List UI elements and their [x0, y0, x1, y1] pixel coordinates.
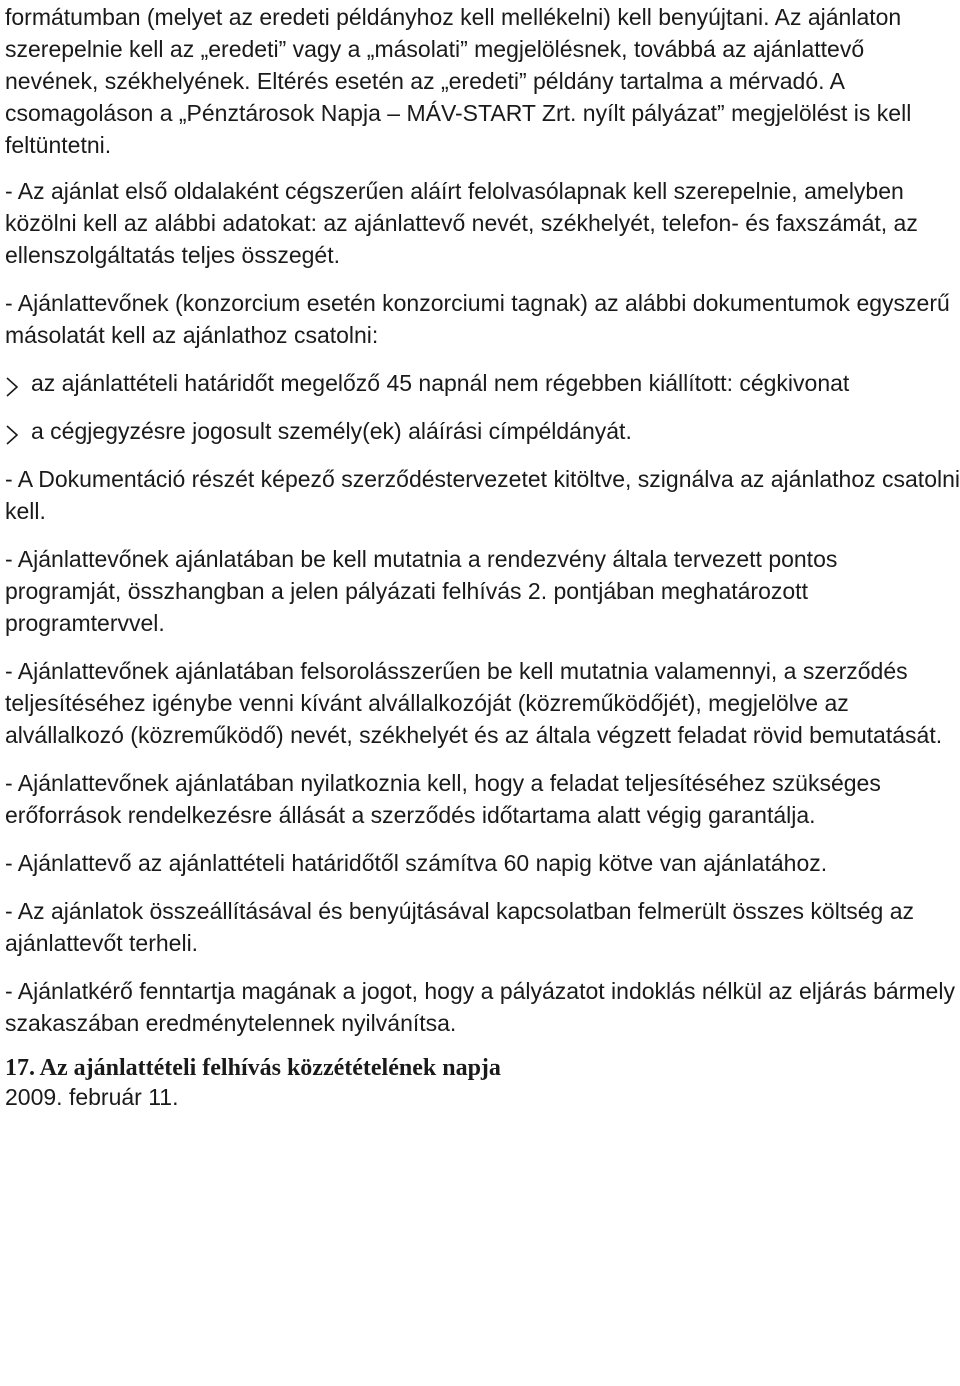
paragraph-cover-sheet: - Az ajánlat első oldalaként cégszerűen aláírt felolvasólapnak kell szerepelnie, amelyben közölni kell az alábbi adatokat: az ajánlattevő nevét, székhelyét, telefon- és faxszámát, az ellenszolgáltatás teljes összegét. [5, 178, 918, 268]
document-page [5, 0, 960, 1111]
paragraph-resources: - Ajánlattevőnek ajánlatában nyilatkoznia kell, hogy a feladat teljesítéséhez szükséges erőforrások rendelkezésre állását a szerződés időtartama alatt végig garantálja. [5, 770, 881, 828]
paragraph-validity: - Ajánlattevő az ajánlattételi határidőtől számítva 60 napig kötve van ajánlatához. [5, 850, 828, 876]
paragraph-rights: - Ajánlatkérő fenntartja magának a jogot, hogy a pályázatot indoklás nélkül az eljárás bármely szakaszában eredménytelennek nyilvánítsa. [5, 978, 955, 1036]
list-item-label: az ajánlattételi határidőt megelőző 45 napnál nem régebben kiállított: cégkivonat [31, 370, 850, 396]
publication-date: 2009. február 11. [5, 1084, 179, 1110]
paragraph-contract-draft: - A Dokumentáció részét képező szerződéstervezetet kitöltve, szignálva az ajánlathoz csatolni kell. [5, 466, 960, 524]
paragraph-costs: - Az ajánlatok összeállításával és benyújtásával kapcsolatban felmerült összes költség az ajánlattevőt terheli. [5, 898, 914, 956]
paragraph-subcontractors: - Ajánlattevőnek ajánlatában felsorolásszerűen be kell mutatnia valamennyi, a szerződés teljesítéséhez igénybe venni kívánt alvállalkozóját (közreműködőjét), megjelölve az alvállalkozó (közreműködő) nevét, székhelyét és az általa végzett feladat rövid bemutatását. [5, 658, 943, 748]
list-item-label: a cégjegyzésre jogosult személy(ek) aláírási címpéldányát. [31, 418, 632, 444]
list-item-company-extract [5, 367, 960, 399]
paragraph-intro: formátumban (melyet az eredeti példányhoz kell mellékelni) kell benyújtani. Az ajánlaton szerepelnie kell az „eredeti” vagy a „másolati” megjelölésnek, továbbá az ajánlattevő nevének, székhelyének. Eltérés esetén az „eredeti” példány tartalma a mérvadó. A csomagoláson a „Pénztárosok Napja – MÁV-START Zrt. nyílt pályázat” megjelölést is kell feltüntetni. [5, 4, 912, 158]
arrowhead-bullet-icon [5, 373, 19, 393]
section-heading: 17. Az ajánlattételi felhívás közzétételének napja [5, 1055, 501, 1081]
paragraph-documents: - Ajánlattevőnek (konzorcium esetén konzorciumi tagnak) az alábbi dokumentumok egyszerű másolatát kell az ajánlathoz csatolni: [5, 290, 950, 348]
arrowhead-bullet-icon [5, 421, 19, 441]
list-item-signature-specimen [5, 415, 960, 447]
paragraph-program: - Ajánlattevőnek ajánlatában be kell mutatnia a rendezvény általa tervezett pontos programját, összhangban a jelen pályázati felhívás 2. pontjában meghatározott programtervvel. [5, 546, 838, 636]
